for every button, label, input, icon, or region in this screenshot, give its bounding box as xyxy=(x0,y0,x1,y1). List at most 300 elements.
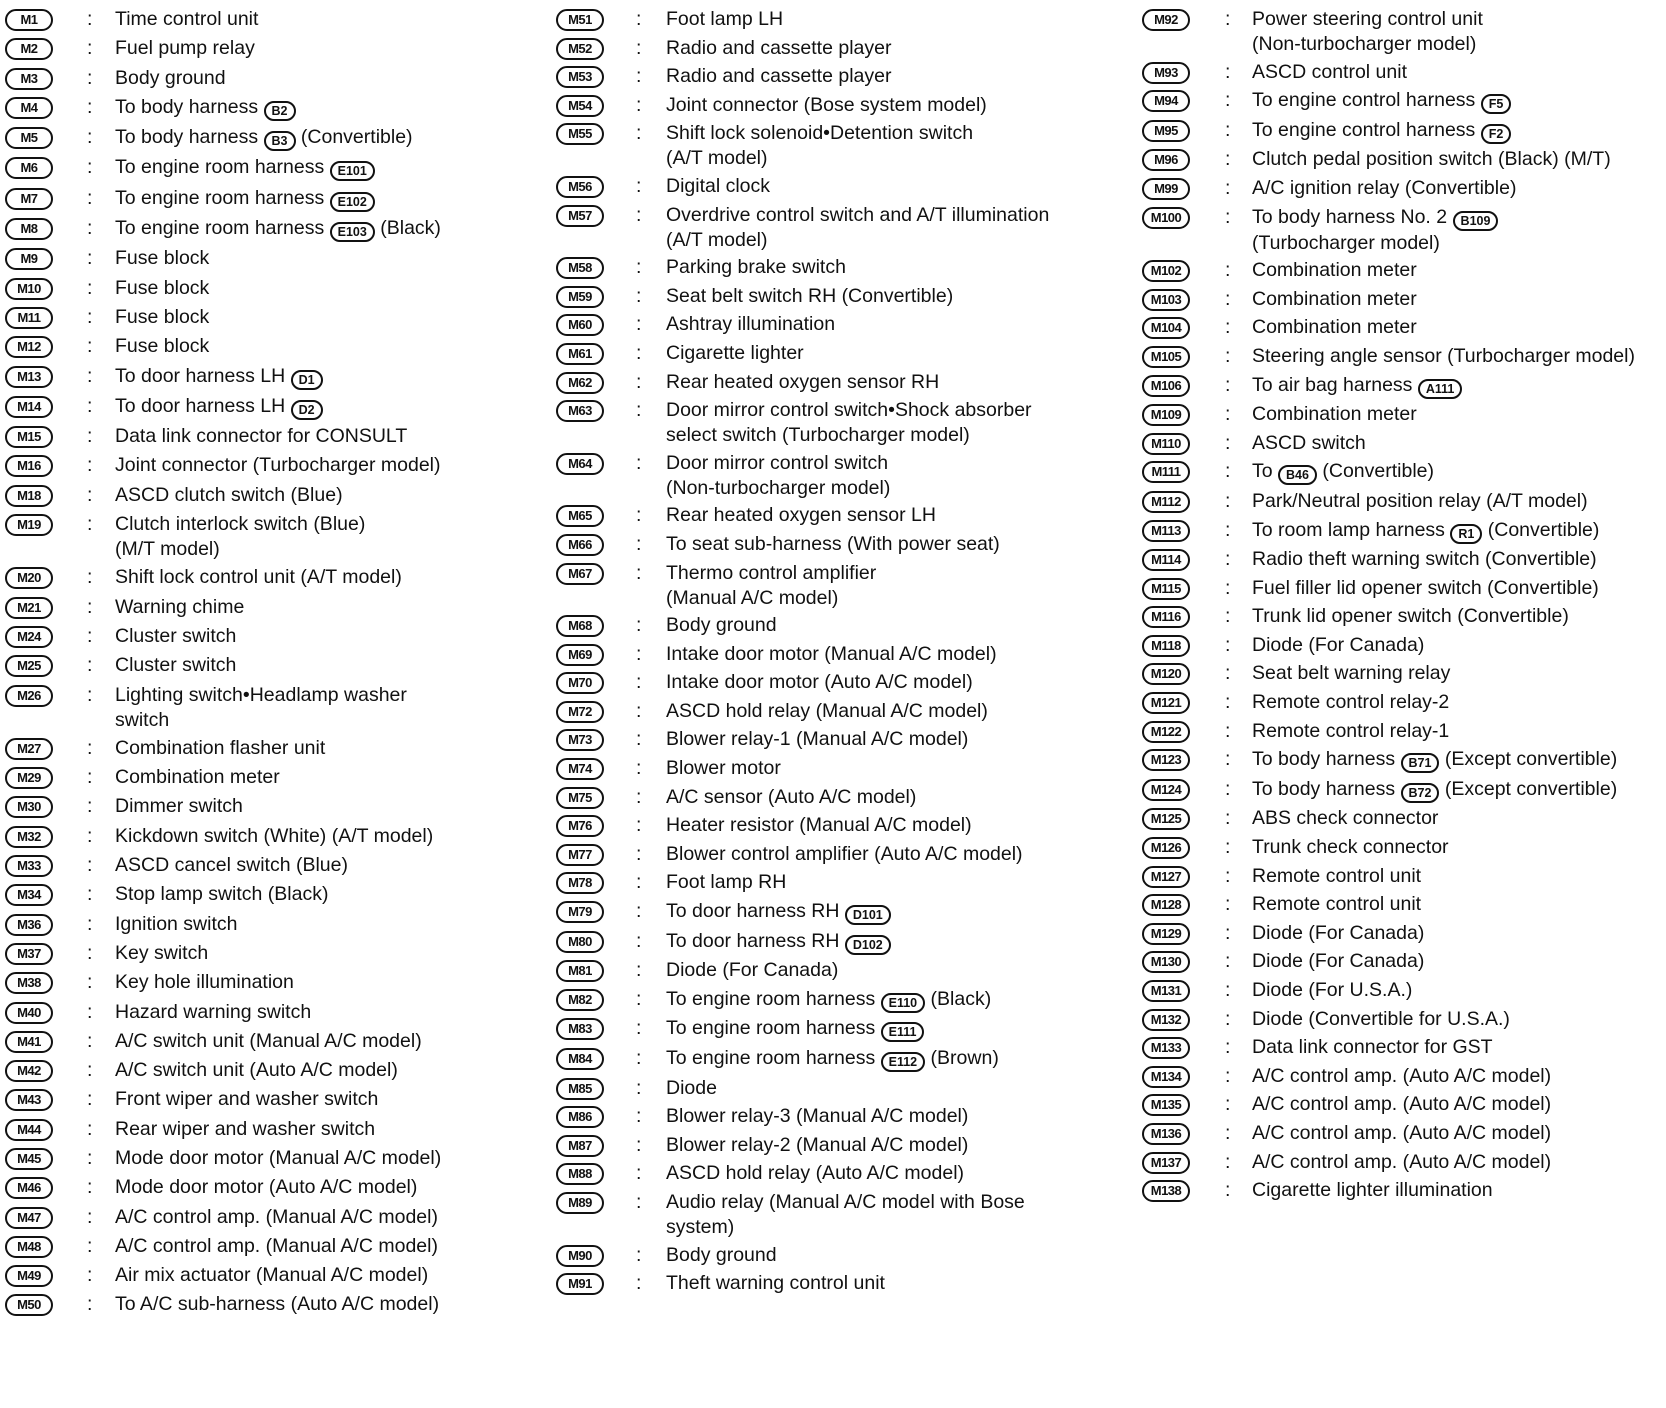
connector-description xyxy=(666,1015,1116,1042)
description-line xyxy=(1252,204,1664,231)
description-text: Diode (For U.S.A.) xyxy=(1252,979,1413,1001)
connector-entry xyxy=(556,63,1116,89)
description-text: Intake door motor (Manual A/C model) xyxy=(666,642,997,665)
connector-code-badge: M52 xyxy=(556,38,604,60)
description-line xyxy=(115,911,515,937)
separator-colon: : xyxy=(87,736,93,759)
description-line xyxy=(666,928,1116,955)
connector-description xyxy=(666,202,1116,252)
description-line xyxy=(666,202,1116,228)
separator-colon: : xyxy=(636,36,642,59)
separator-colon: : xyxy=(1225,176,1231,199)
connector-description xyxy=(1252,920,1664,946)
connector-code-badge: M72 xyxy=(556,701,604,723)
connector-description xyxy=(115,852,515,878)
connector-entry xyxy=(556,311,1116,337)
description-text: (Black) xyxy=(925,987,992,1010)
connector-description xyxy=(666,531,1116,557)
description-text: Ignition switch xyxy=(115,912,238,935)
harness-connector-badge: B2 xyxy=(264,101,296,121)
connector-description xyxy=(115,682,515,732)
description-text: Ashtray illumination xyxy=(666,313,836,336)
separator-colon: : xyxy=(636,313,642,336)
connector-description xyxy=(666,560,1116,610)
separator-colon: : xyxy=(87,247,93,270)
connector-code-badge: M132 xyxy=(1142,1009,1190,1031)
connector-code-badge: M131 xyxy=(1142,980,1190,1002)
connector-code-badge: M74 xyxy=(556,758,604,780)
description-line xyxy=(115,215,515,242)
connector-entry xyxy=(1142,1063,1664,1089)
connector-description xyxy=(115,969,515,995)
connector-description xyxy=(1252,1091,1664,1117)
separator-colon: : xyxy=(1225,979,1231,1001)
connector-description xyxy=(666,340,1116,366)
connector-code-badge: M3 xyxy=(5,68,53,90)
description-text: Joint connector (Turbocharger model) xyxy=(115,454,441,477)
connector-description xyxy=(115,304,515,330)
connector-entry xyxy=(1142,146,1664,172)
description-line xyxy=(666,173,1116,199)
connector-description xyxy=(666,928,1116,955)
connector-description xyxy=(666,698,1116,724)
description-line xyxy=(115,764,515,790)
connector-entry xyxy=(5,1291,515,1317)
description-line xyxy=(115,1057,515,1083)
description-text: Radio and cassette player xyxy=(666,65,892,88)
separator-colon: : xyxy=(636,987,642,1010)
separator-colon: : xyxy=(1225,1064,1231,1087)
description-line xyxy=(1252,746,1664,773)
connector-code-badge: M18 xyxy=(5,485,53,507)
connector-description xyxy=(1252,718,1664,744)
connector-entry xyxy=(556,928,1116,955)
connector-entry xyxy=(556,812,1116,838)
description-line xyxy=(115,1174,515,1200)
description-text: (Non-turbocharger model) xyxy=(1252,33,1477,55)
description-text: Park/Neutral position relay (A/T model) xyxy=(1252,489,1588,512)
description-line xyxy=(115,275,515,301)
description-line xyxy=(1252,286,1664,312)
connector-description xyxy=(115,154,515,181)
separator-colon: : xyxy=(87,156,93,179)
description-line xyxy=(666,502,1116,528)
harness-connector-badge: D2 xyxy=(291,400,323,420)
harness-connector-badge: F2 xyxy=(1481,124,1512,144)
separator-colon: : xyxy=(1225,893,1231,916)
separator-colon: : xyxy=(1225,605,1231,628)
harness-connector-badge: D102 xyxy=(845,935,891,955)
connector-code-badge: M100 xyxy=(1142,207,1190,229)
connector-entry xyxy=(556,254,1116,280)
connector-description xyxy=(115,363,515,390)
connector-code-badge: M106 xyxy=(1142,375,1190,397)
connector-code-badge: M61 xyxy=(556,343,604,365)
connector-entry xyxy=(5,245,515,271)
description-line xyxy=(666,1045,1116,1072)
connector-entry xyxy=(1142,401,1664,427)
connector-description xyxy=(666,784,1116,810)
connector-entry xyxy=(5,1116,515,1142)
connector-description xyxy=(666,1103,1116,1129)
separator-colon: : xyxy=(636,959,642,982)
separator-colon: : xyxy=(636,642,642,665)
connector-entry xyxy=(1142,746,1664,773)
connector-code-badge: M112 xyxy=(1142,491,1190,513)
description-line xyxy=(1252,59,1664,85)
separator-colon: : xyxy=(636,203,642,226)
harness-connector-badge: B109 xyxy=(1453,211,1499,231)
separator-colon: : xyxy=(636,614,642,637)
connector-code-badge: M27 xyxy=(5,738,53,760)
description-line xyxy=(666,397,1116,423)
description-line xyxy=(666,869,1116,895)
description-line xyxy=(666,1189,1116,1215)
separator-colon: : xyxy=(636,871,642,894)
connector-description xyxy=(1252,660,1664,686)
connector-description xyxy=(1252,1177,1664,1203)
harness-connector-badge: B3 xyxy=(264,131,296,151)
connector-entry xyxy=(556,841,1116,867)
connector-description xyxy=(666,450,1116,500)
description-text: A/C control amp. (Manual A/C model) xyxy=(115,1205,438,1228)
description-line xyxy=(666,531,1116,557)
separator-colon: : xyxy=(87,1146,93,1169)
separator-colon: : xyxy=(1225,719,1231,742)
connector-description xyxy=(115,65,515,91)
connector-code-badge: M29 xyxy=(5,767,53,789)
description-text: Steering angle sensor (Turbocharger model) xyxy=(1252,344,1635,367)
connector-entry xyxy=(1142,776,1664,803)
connector-code-badge: M37 xyxy=(5,943,53,965)
separator-colon: : xyxy=(1225,576,1231,599)
description-line xyxy=(1252,401,1664,427)
description-text: Fuse block xyxy=(115,276,210,299)
connector-entry xyxy=(5,94,515,121)
separator-colon: : xyxy=(87,766,93,789)
connector-description xyxy=(115,564,515,590)
connector-entry xyxy=(5,1174,515,1200)
description-text: (A/T model) xyxy=(666,147,768,170)
connector-code-badge: M21 xyxy=(5,597,53,619)
connector-entry xyxy=(556,755,1116,781)
connector-description xyxy=(115,594,515,620)
description-text: To engine room harness xyxy=(666,987,881,1010)
separator-colon: : xyxy=(1225,662,1231,685)
description-text: Digital clock xyxy=(666,174,771,197)
separator-colon: : xyxy=(87,1264,93,1287)
description-line xyxy=(1252,1149,1664,1175)
connector-entry xyxy=(1142,1177,1664,1203)
connector-code-badge: M95 xyxy=(1142,120,1190,142)
separator-colon: : xyxy=(1225,548,1231,571)
description-text: Overdrive control switch and A/T illumination xyxy=(666,203,1050,226)
separator-colon: : xyxy=(87,595,93,618)
connector-code-badge: M99 xyxy=(1142,178,1190,200)
connector-entry xyxy=(5,333,515,359)
separator-colon: : xyxy=(1225,748,1231,771)
connector-description xyxy=(1252,632,1664,658)
description-line xyxy=(115,881,515,907)
description-line xyxy=(115,969,515,995)
description-text: Clutch interlock switch (Blue) xyxy=(115,513,366,536)
connector-code-badge: M62 xyxy=(556,372,604,394)
connector-code-badge: M55 xyxy=(556,123,604,145)
connector-description xyxy=(666,120,1116,170)
connector-entry xyxy=(5,363,515,390)
description-text: switch xyxy=(115,708,170,731)
description-line xyxy=(1252,257,1664,283)
connector-code-badge: M33 xyxy=(5,855,53,877)
description-line xyxy=(115,154,515,181)
description-text: Joint connector (Bose system model) xyxy=(666,93,987,116)
connector-code-badge: M133 xyxy=(1142,1037,1190,1059)
description-text: Dimmer switch xyxy=(115,795,243,818)
harness-connector-badge: E112 xyxy=(881,1052,926,1072)
connector-entry xyxy=(556,869,1116,895)
connector-entry xyxy=(1142,175,1664,201)
connector-description xyxy=(666,869,1116,895)
connector-code-badge: M126 xyxy=(1142,837,1190,859)
description-text: Blower motor xyxy=(666,757,781,780)
description-line xyxy=(115,999,515,1025)
connector-code-badge: M42 xyxy=(5,1060,53,1082)
description-line xyxy=(1252,718,1664,744)
description-text: (Black) xyxy=(374,217,441,240)
connector-description xyxy=(115,1057,515,1083)
connector-code-badge: M129 xyxy=(1142,923,1190,945)
description-text: Body ground xyxy=(666,1243,777,1266)
harness-connector-badge: A111 xyxy=(1418,379,1463,399)
connector-entry xyxy=(556,450,1116,500)
harness-connector-badge: B71 xyxy=(1401,753,1440,773)
connector-code-badge: M75 xyxy=(556,787,604,809)
connector-entry xyxy=(5,911,515,937)
separator-colon: : xyxy=(636,93,642,116)
separator-colon: : xyxy=(1225,148,1231,171)
connector-entry xyxy=(556,502,1116,528)
connector-code-badge: M136 xyxy=(1142,1123,1190,1145)
connector-description xyxy=(115,652,515,678)
connector-code-badge: M130 xyxy=(1142,951,1190,973)
description-text: To A/C sub-harness (Auto A/C model) xyxy=(115,1293,440,1316)
connector-description xyxy=(115,623,515,649)
separator-colon: : xyxy=(87,854,93,877)
connector-code-badge: M67 xyxy=(556,563,604,585)
separator-colon: : xyxy=(87,654,93,677)
connector-entry xyxy=(5,215,515,242)
description-text: A/C ignition relay (Convertible) xyxy=(1252,176,1517,199)
connector-description xyxy=(115,185,515,212)
separator-colon: : xyxy=(636,370,642,393)
separator-colon: : xyxy=(1225,259,1231,282)
description-text: To engine room harness xyxy=(666,1017,881,1040)
description-line xyxy=(1252,146,1664,172)
connector-description xyxy=(115,1204,515,1230)
connector-code-badge: M81 xyxy=(556,960,604,982)
description-line xyxy=(1252,891,1664,917)
description-line xyxy=(115,245,515,271)
connector-description xyxy=(115,911,515,937)
connector-description xyxy=(1252,603,1664,629)
connector-description xyxy=(1252,87,1664,114)
description-line xyxy=(115,94,515,121)
separator-colon: : xyxy=(636,1133,642,1156)
description-text: Hazard warning switch xyxy=(115,1000,312,1023)
connector-entry xyxy=(556,1160,1116,1186)
connector-entry xyxy=(5,423,515,449)
connector-code-badge: M96 xyxy=(1142,149,1190,171)
connector-description xyxy=(115,6,515,32)
connector-description xyxy=(1252,575,1664,601)
connector-description xyxy=(1252,517,1664,544)
connector-code-badge: M7 xyxy=(5,188,53,210)
connector-entry xyxy=(556,340,1116,366)
description-line xyxy=(666,340,1116,366)
description-text: A/C control amp. (Auto A/C model) xyxy=(1252,1064,1552,1087)
connector-entry xyxy=(556,726,1116,752)
connector-code-badge: M111 xyxy=(1142,461,1190,483)
description-line xyxy=(1252,603,1664,629)
separator-colon: : xyxy=(87,276,93,299)
description-line xyxy=(1252,1091,1664,1117)
connector-code-badge: M19 xyxy=(5,514,53,536)
description-line xyxy=(666,560,1116,586)
description-text: Diode (Convertible for U.S.A.) xyxy=(1252,1007,1510,1030)
separator-colon: : xyxy=(87,912,93,935)
separator-colon: : xyxy=(1225,287,1231,310)
connector-description xyxy=(1252,488,1664,514)
separator-colon: : xyxy=(87,305,93,328)
separator-colon: : xyxy=(1225,921,1231,944)
separator-colon: : xyxy=(636,174,642,197)
connector-code-badge: M20 xyxy=(5,567,53,589)
connector-code-badge: M13 xyxy=(5,366,53,388)
description-text: Body ground xyxy=(666,614,777,637)
connector-description xyxy=(1252,117,1664,144)
connector-description xyxy=(115,124,515,151)
description-line xyxy=(1252,231,1664,255)
connector-entry xyxy=(556,1015,1116,1042)
description-line xyxy=(666,283,1116,309)
separator-colon: : xyxy=(636,929,642,952)
connector-code-badge: M116 xyxy=(1142,606,1190,628)
description-line xyxy=(666,476,1116,500)
connector-code-badge: M76 xyxy=(556,815,604,837)
connector-description xyxy=(666,369,1116,395)
connector-code-badge: M85 xyxy=(556,1078,604,1100)
connector-description xyxy=(666,898,1116,925)
separator-colon: : xyxy=(87,95,93,118)
separator-colon: : xyxy=(1225,60,1231,83)
separator-colon: : xyxy=(636,1017,642,1040)
description-text: Mode door motor (Manual A/C model) xyxy=(115,1146,442,1169)
connector-code-badge: M44 xyxy=(5,1119,53,1141)
separator-colon: : xyxy=(1225,316,1231,339)
connector-entry xyxy=(1142,343,1664,369)
description-line xyxy=(666,1132,1116,1158)
description-text: To door harness RH xyxy=(666,900,845,923)
connector-entry xyxy=(556,120,1116,170)
connector-entry xyxy=(1142,204,1664,255)
connector-code-badge: M114 xyxy=(1142,549,1190,571)
separator-colon: : xyxy=(87,126,93,149)
connector-entry xyxy=(5,735,515,761)
connector-description xyxy=(1252,948,1664,974)
description-text: Cigarette lighter illumination xyxy=(1252,1179,1493,1202)
description-text: Warning chime xyxy=(115,595,245,618)
description-text: To engine room harness xyxy=(115,186,330,209)
description-line xyxy=(1252,517,1664,544)
connector-entry xyxy=(556,1045,1116,1072)
connector-entry xyxy=(556,92,1116,118)
description-text: A/C switch unit (Manual A/C model) xyxy=(115,1029,422,1052)
connector-code-badge: M135 xyxy=(1142,1094,1190,1116)
separator-colon: : xyxy=(87,566,93,589)
description-text: Diode (For Canada) xyxy=(1252,921,1425,944)
description-text: To engine room harness xyxy=(115,156,330,179)
connector-code-badge: M49 xyxy=(5,1265,53,1287)
connector-entry xyxy=(556,1189,1116,1239)
separator-colon: : xyxy=(87,1117,93,1140)
connector-description xyxy=(1252,401,1664,427)
connector-description xyxy=(666,173,1116,199)
separator-colon: : xyxy=(1225,807,1231,830)
description-line xyxy=(115,363,515,390)
connector-code-badge: M115 xyxy=(1142,578,1190,600)
separator-colon: : xyxy=(636,900,642,923)
connector-entry xyxy=(1142,87,1664,114)
connector-code-badge: M8 xyxy=(5,218,53,240)
harness-connector-badge: F5 xyxy=(1481,94,1512,114)
connector-entry xyxy=(556,283,1116,309)
description-line xyxy=(115,1145,515,1171)
connector-description xyxy=(1252,175,1664,201)
separator-colon: : xyxy=(636,451,642,474)
connector-entry xyxy=(556,1132,1116,1158)
connector-code-badge: M34 xyxy=(5,884,53,906)
connector-code-badge: M10 xyxy=(5,278,53,300)
separator-colon: : xyxy=(87,217,93,240)
description-line xyxy=(1252,1006,1664,1032)
connector-entry xyxy=(5,452,515,478)
description-line xyxy=(115,652,515,678)
connector-description xyxy=(1252,689,1664,715)
description-text: Time control unit xyxy=(115,8,259,30)
description-line xyxy=(666,1242,1116,1268)
connector-entry xyxy=(5,1233,515,1259)
connector-description xyxy=(115,452,515,478)
description-text: Combination meter xyxy=(1252,287,1417,310)
description-text: Clutch pedal position switch (Black) (M/T) xyxy=(1252,148,1611,171)
description-line xyxy=(115,1291,515,1317)
connector-entry xyxy=(1142,1034,1664,1060)
connector-entry xyxy=(5,185,515,212)
description-text: To engine control harness xyxy=(1252,89,1481,112)
separator-colon: : xyxy=(87,941,93,964)
connector-entry xyxy=(5,65,515,91)
connector-code-badge: M78 xyxy=(556,872,604,894)
connector-description xyxy=(115,482,515,508)
description-line xyxy=(115,682,515,708)
connector-code-badge: M40 xyxy=(5,1002,53,1024)
description-line xyxy=(666,1270,1116,1296)
separator-colon: : xyxy=(87,1000,93,1023)
description-text: Blower relay-1 (Manual A/C model) xyxy=(666,728,969,751)
separator-colon: : xyxy=(87,1059,93,1082)
description-text: Mode door motor (Auto A/C model) xyxy=(115,1176,418,1199)
connector-description xyxy=(666,841,1116,867)
